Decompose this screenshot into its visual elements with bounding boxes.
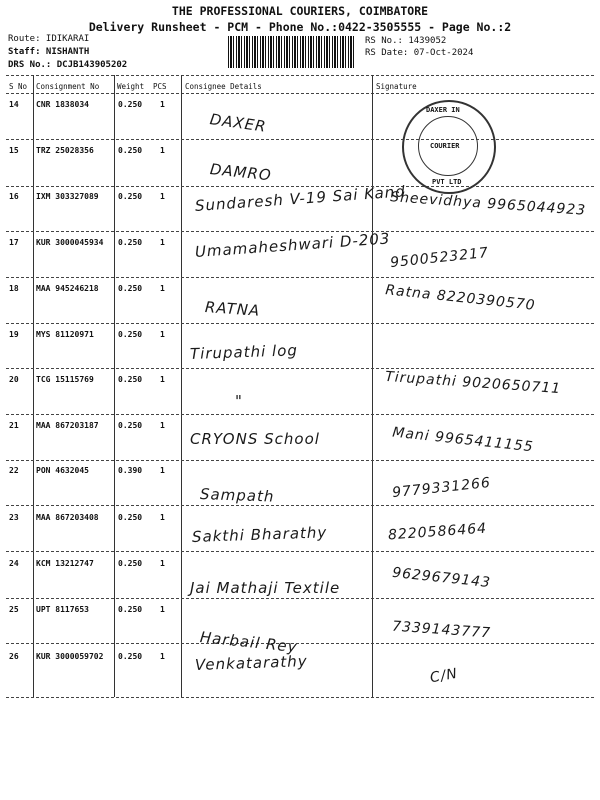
row-weight: 0.250 [118,652,143,661]
row-sno: 16 [9,192,19,201]
row-sno: 23 [9,513,19,522]
row-weight: 0.250 [118,605,143,614]
col-divider-2 [114,75,115,697]
row-pcs: 1 [160,375,165,384]
drs-label: DRS No.: DCJB143905202 [8,60,128,70]
company-title: THE PROFESSIONAL COURIERS, COIMBATORE [171,4,429,18]
row-weight: 0.390 [118,466,143,475]
row-consignment-no: PON 4632045 [36,466,89,475]
handwritten-signature: 9500523217 [389,244,490,272]
row-weight: 0.250 [118,284,143,293]
row-sno: 26 [9,652,19,661]
stamp-text-side: PVT LTD [432,178,462,186]
row-divider [6,231,594,232]
handwritten-signature: 8220586464 [387,520,488,544]
company-stamp [402,100,496,194]
row-divider [6,505,594,506]
row-sno: 14 [9,100,19,109]
row-consignment-no: MYS 81120971 [36,330,94,339]
header-bottom-rule [6,93,594,94]
row-pcs: 1 [160,513,165,522]
row-pcs: 1 [160,421,165,430]
row-divider [6,186,594,187]
row-sno: 18 [9,284,19,293]
row-sno: 19 [9,330,19,339]
row-sno: 24 [9,559,19,568]
row-consignment-no: TRZ 25028356 [36,146,94,155]
row-weight: 0.250 [118,146,143,155]
handwritten-consignee: Venkatarathy [194,652,308,674]
col-signature: Signature [376,82,417,91]
handwritten-consignee: CRYONS School [190,430,320,448]
row-weight: 0.250 [118,192,143,201]
row-consignment-no: UPT 8117653 [36,605,89,614]
row-consignment-no: MAA 867203187 [36,421,99,430]
row-weight: 0.250 [118,375,143,384]
row-weight: 0.250 [118,421,143,430]
handwritten-consignee: DAMRO [209,160,273,185]
row-pcs: 1 [160,330,165,339]
handwritten-signature: 7339143777 [391,618,492,642]
col-consignment: Consignment No [36,82,100,91]
handwritten-signature: 9779331266 [391,474,492,502]
row-pcs: 1 [160,284,165,293]
handwritten-consignee: Tirupathi log [189,341,299,363]
row-pcs: 1 [160,146,165,155]
staff-label: Staff: NISHANTH [8,47,90,57]
row-sno: 20 [9,375,19,384]
row-pcs: 1 [160,238,165,247]
rs-number: RS No.: 1439052 [365,36,447,46]
row-divider [6,277,594,278]
handwritten-signature: Ratna 8220390570 [384,282,537,314]
row-sno: 15 [9,146,19,155]
row-consignment-no: IXM 303327089 [36,192,99,201]
col-pcs: PCS [153,82,167,91]
row-weight: 0.250 [118,513,143,522]
handwritten-consignee: Jai Mathaji Textile [190,579,341,597]
handwritten-signature: C/N [428,665,460,687]
handwritten-signature: Mani 9965411155 [391,424,535,456]
row-pcs: 1 [160,466,165,475]
row-consignment-no: TCG 15115769 [36,375,94,384]
handwritten-consignee: " [235,392,243,410]
row-weight: 0.250 [118,100,143,109]
col-consignee: Consignee Details [185,82,262,91]
barcode [228,36,356,68]
col-divider-4 [372,75,373,697]
row-pcs: 1 [160,605,165,614]
row-weight: 0.250 [118,238,143,247]
stamp-text-top: DAXER IN [426,106,460,114]
row-consignment-no: KCM 13212747 [36,559,94,568]
row-consignment-no: KUR 3000059702 [36,652,104,661]
row-pcs: 1 [160,100,165,109]
handwritten-consignee: Sampath [199,485,275,506]
row-divider [6,598,594,599]
handwritten-consignee: Umamaheshwari D-203 [194,229,391,261]
runsheet-subtitle: Delivery Runsheet - PCM - Phone No.:0422-3505555 - Page No.:2 [88,20,512,34]
handwritten-signature: Tirupathi 9020650711 [384,368,562,398]
row-divider [6,551,594,552]
col-sno: S No [9,82,28,91]
row-sno: 22 [9,466,19,475]
row-divider [6,323,594,324]
handwritten-consignee: DAXER [208,110,268,136]
handwritten-signature: 9629679143 [391,564,492,592]
row-consignment-no: MAA 945246218 [36,284,99,293]
row-pcs: 1 [160,652,165,661]
row-sno: 17 [9,238,19,247]
row-divider [6,414,594,415]
row-sno: 21 [9,421,19,430]
row-weight: 0.250 [118,559,143,568]
rs-date: RS Date: 07-Oct-2024 [365,48,474,58]
row-pcs: 1 [160,192,165,201]
row-sno: 25 [9,605,19,614]
header-top-rule [6,75,594,76]
row-consignment-no: MAA 867203408 [36,513,99,522]
stamp-text-inner: COURIER [430,142,460,150]
col-divider-3 [181,75,182,697]
row-consignment-no: KUR 3000045934 [36,238,104,247]
handwritten-consignee: Sundaresh V-19 Sai Kand [194,182,407,215]
route-label: Route: IDIKARAI [8,34,90,44]
row-consignment-no: CNR 1838034 [36,100,89,109]
col-weight: Weight [117,82,145,91]
handwritten-consignee: Sakthi Bharathy [191,523,328,546]
row-divider [6,139,594,140]
handwritten-consignee: RATNA [204,298,261,320]
row-weight: 0.250 [118,330,143,339]
handwritten-signature: Sheevidhya 9965044923 [389,189,587,219]
col-divider-1 [33,75,34,697]
row-divider [6,460,594,461]
handwritten-consignee: Harbail Rey [199,628,299,657]
row-divider [6,368,594,369]
row-divider [6,697,594,698]
row-pcs: 1 [160,559,165,568]
row-divider [6,643,594,644]
